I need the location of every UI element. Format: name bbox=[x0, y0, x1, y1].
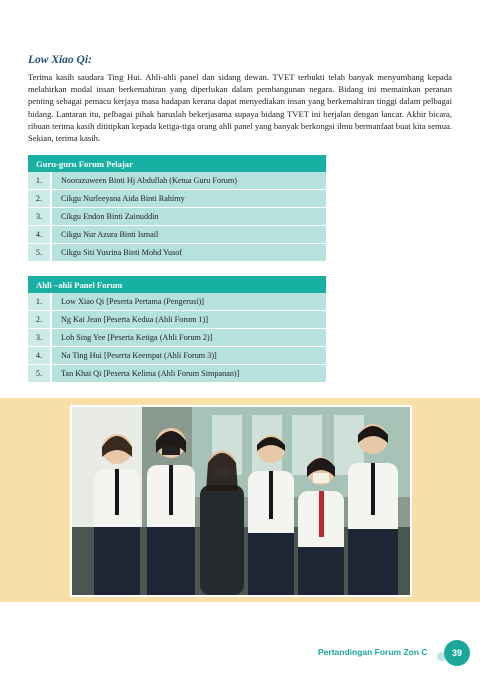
teacher-name: Cikgu Siti Yusrina Binti Mohd Yusof bbox=[51, 244, 326, 262]
group-photo bbox=[70, 405, 412, 597]
footer-title: Pertandingan Forum Zon C bbox=[318, 647, 428, 657]
teachers-table bbox=[28, 155, 326, 262]
table-row bbox=[28, 365, 326, 383]
table-row bbox=[28, 190, 326, 208]
speaker-name: Low Xiao Qi: bbox=[28, 54, 92, 66]
teacher-name: Noorazuween Binti Hj Abdullah (Ketua Guru Forum) bbox=[51, 172, 326, 190]
teacher-name: Cikgu Nurleeyana Aida Binti Rahimy bbox=[51, 190, 326, 208]
panel-table bbox=[28, 276, 326, 383]
table-row bbox=[28, 244, 326, 262]
row-number: 3. bbox=[28, 208, 51, 226]
table-row bbox=[28, 172, 326, 190]
teacher-name: Cikgu Nur Azura Binti Ismail bbox=[51, 226, 326, 244]
panel-member-name: Na Ting Hui [Peserta Keempat (Ahli Forum 3)] bbox=[51, 347, 326, 365]
group-photo-illustration bbox=[72, 407, 410, 595]
panel-member-name: Low Xiao Qi [Peserta Pertama (Pengerusi)] bbox=[51, 293, 326, 311]
table-row bbox=[28, 208, 326, 226]
table-row bbox=[28, 329, 326, 347]
table-row bbox=[28, 347, 326, 365]
page-number-badge: 39 bbox=[444, 640, 470, 666]
row-number: 2. bbox=[28, 190, 51, 208]
panel-member-name: Loh Sing Yee [Peserta Ketiga (Ahli Forum 2)] bbox=[51, 329, 326, 347]
teacher-name: Cikgu Endon Binti Zainuddin bbox=[51, 208, 326, 226]
panel-member-name: Tan Khai Qi [Peserta Kelima (Ahli Forum Simpanan)] bbox=[51, 365, 326, 383]
table-row bbox=[28, 293, 326, 311]
panel-member-name: Ng Kai Jean [Peserta Kedua (Ahli Forum 1)] bbox=[51, 311, 326, 329]
row-number: 1. bbox=[28, 293, 51, 311]
row-number: 3. bbox=[28, 329, 51, 347]
row-number: 2. bbox=[28, 311, 51, 329]
panel-table-title: Ahli –ahli Panel Forum bbox=[28, 276, 326, 293]
row-number: 5. bbox=[28, 244, 51, 262]
row-number: 5. bbox=[28, 365, 51, 383]
row-number: 1. bbox=[28, 172, 51, 190]
table-row bbox=[28, 311, 326, 329]
speech-paragraph: Terima kasih saudara Ting Hui. Ahli-ahli panel dan sidang dewan. TVET terbukti telah banyak menyumbang kepada melahirkan modal insan berkemahiran yang diperlukan dalam pembangunan negara. Bidang ini memainkan peranan penting sebagai pemacu kerjaya masa hadapan kerana dapat menyediakan insan yang berkemahiran tinggi dalam pelbagai bidang. Lantaran itu, pelbagai pihak haruslah bekerjasama supaya bidang TVET ini berjalan dengan lancar. Akhir bicara, ribuan terima kasih dititipkan kepada ketiga-tiga orang ahli panel yang banyak berkongsi ilmu bermanfaat buat kita semua. Sekian, terima kasih. bbox=[28, 72, 452, 144]
teachers-table-title: Guru-guru Forum Pelajar bbox=[28, 155, 326, 172]
row-number: 4. bbox=[28, 226, 51, 244]
row-number: 4. bbox=[28, 347, 51, 365]
table-row bbox=[28, 226, 326, 244]
